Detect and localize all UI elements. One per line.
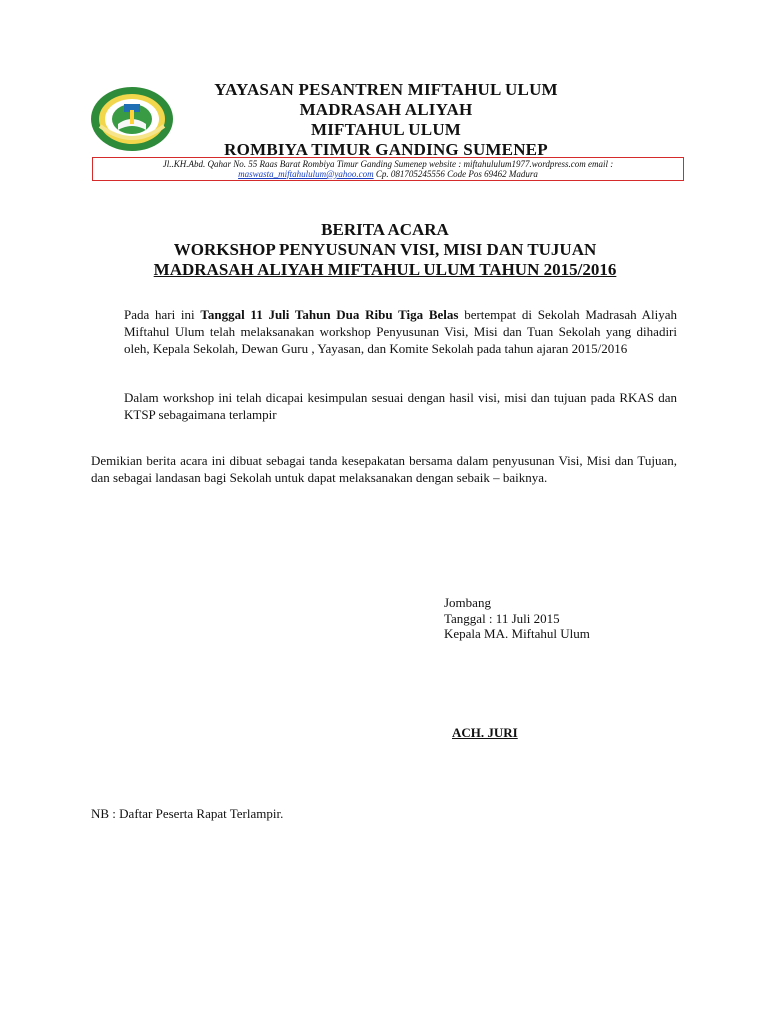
school-location: ROMBIYA TIMUR GANDING SUMENEP [224,140,548,159]
signature-place: Jombang [444,595,491,610]
document-subtitle: WORKSHOP PENYUSUNAN VISI, MISI DAN TUJUAN [173,240,597,259]
paragraph-1-date: Tanggal 11 Juli Tahun Dua Ribu Tiga Belas [200,307,459,322]
school-name: MIFTAHUL ULUM [310,120,462,139]
document-subtitle-2: MADRASAH ALIYAH MIFTAHUL ULUM TAHUN 2015/2016 [153,260,617,279]
signature-date: Tanggal : 11 Juli 2015 [444,611,560,626]
signature-position: Kepala MA. Miftahul Ulum [444,626,590,641]
school-type: MADRASAH ALIYAH [299,100,473,119]
paragraph-1: Pada hari ini Tanggal 11 Juli Tahun Dua Ribu Tiga Belas bertempat di Sekolah Madrasah Aliyah Miftahul Ulum telah melaksanakan workshop Penyusunan Visi, Misi dan Tuan Sekolah yang dihadiri oleh, Kepala Sekolah, Dewan Guru , Yayasan, dan Komite Sekolah pada tahun ajaran 2015/2016 [124,307,677,356]
signatory-name: ACH. JURI [452,725,518,740]
paragraph-2: Dalam workshop ini telah dicapai kesimpulan sesuai dengan hasil visi, misi dan tujuan pada RKAS dan KTSP sebagaimana terlampir [124,390,677,422]
note: NB : Daftar Peserta Rapat Terlampir. [91,806,284,821]
document-title: BERITA ACARA [321,220,449,239]
address-box [92,157,684,181]
contact-text: Cp. 081705245556 Code Pos 69462 Madura [373,169,538,179]
foundation-name: YAYASAN PESANTREN MIFTAHUL ULUM [214,80,558,99]
paragraph-3: Demikian berita acara ini dibuat sebagai tanda kesepakatan bersama dalam penyusunan Visi, Misi dan Tujuan, dan sebagai landasan bagi Sekolah untuk dapat melaksanakan dengan sebaik – baiknya. [91,453,677,485]
email-link[interactable]: maswasta_miftahululum@yahoo.com [238,169,374,179]
address-text: Jl..KH.Abd. Qahar No. 55 Raas Barat Rombiya Timur Ganding Sumenep website : miftahululum1977.wordpress.com email : [162,159,614,169]
school-logo [90,86,174,152]
